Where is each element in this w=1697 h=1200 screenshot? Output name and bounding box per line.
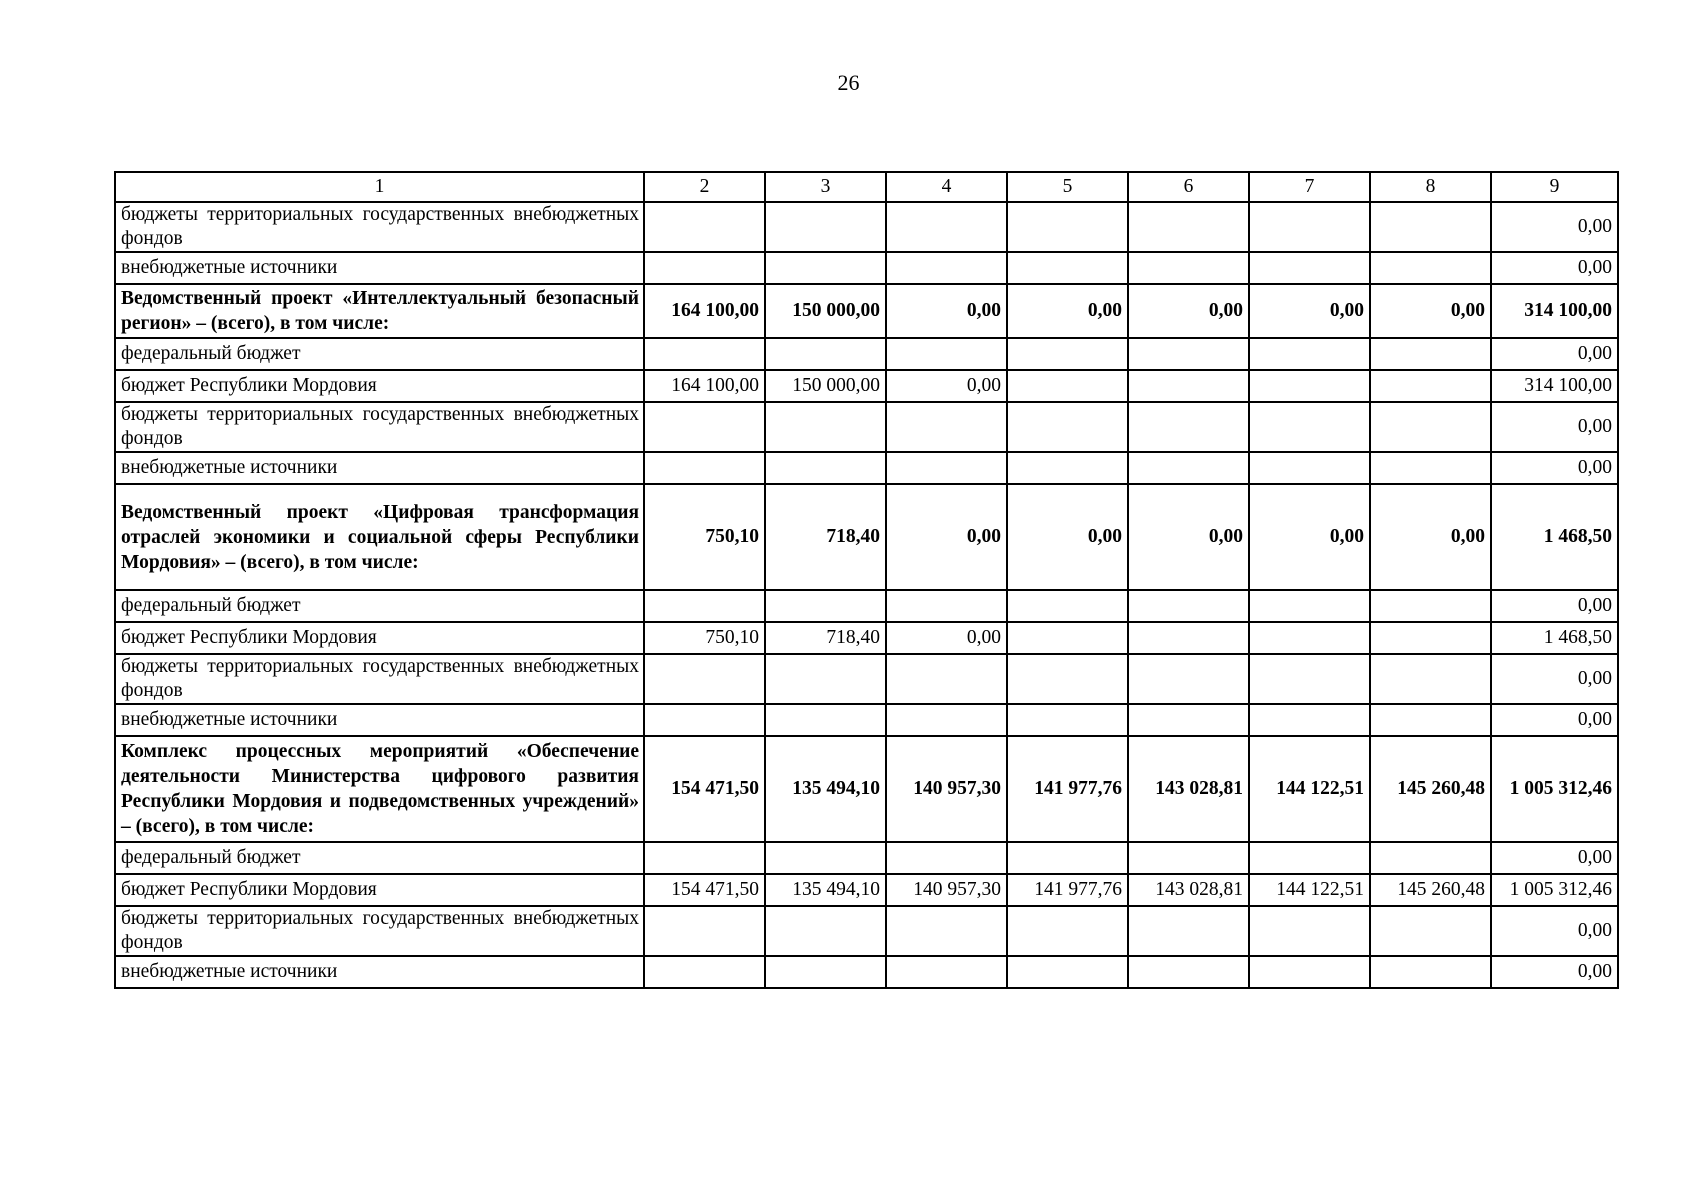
value-cell: [765, 956, 886, 988]
value-cell: [1370, 842, 1491, 874]
value-cell: 143 028,81: [1128, 736, 1249, 842]
value-cell: 0,00: [1491, 452, 1618, 484]
value-cell: [1007, 704, 1128, 736]
value-cell: 150 000,00: [765, 284, 886, 338]
row-label: внебюджетные источники: [115, 956, 644, 988]
value-cell: [644, 590, 765, 622]
value-cell: [886, 338, 1007, 370]
row-label: федеральный бюджет: [115, 842, 644, 874]
table-row: [115, 370, 1618, 402]
value-cell: 0,00: [1128, 484, 1249, 590]
row-label: внебюджетные источники: [115, 252, 644, 284]
value-cell: [1249, 252, 1370, 284]
value-cell: [765, 338, 886, 370]
value-cell: [886, 956, 1007, 988]
value-cell: 1 468,50: [1491, 484, 1618, 590]
value-cell: [1007, 202, 1128, 252]
value-cell: [765, 590, 886, 622]
value-cell: [1249, 402, 1370, 452]
value-cell: 0,00: [1007, 284, 1128, 338]
value-cell: [644, 452, 765, 484]
value-cell: [1370, 590, 1491, 622]
value-cell: 0,00: [1491, 402, 1618, 452]
value-cell: 0,00: [1249, 284, 1370, 338]
value-cell: [1249, 622, 1370, 654]
value-cell: [1128, 202, 1249, 252]
value-cell: 0,00: [1491, 704, 1618, 736]
value-cell: [1370, 338, 1491, 370]
table-row: [115, 338, 1618, 370]
value-cell: [1249, 654, 1370, 704]
row-label: Комплекс процессных мероприятий «Обеспечение деятельности Министерства цифрового развития Республики Мордовия и подведомственных учреждений» – (всего), в том числе:: [115, 736, 644, 842]
value-cell: [1370, 252, 1491, 284]
value-cell: [886, 906, 1007, 956]
value-cell: 1 005 312,46: [1491, 874, 1618, 906]
value-cell: [886, 704, 1007, 736]
value-cell: [1128, 704, 1249, 736]
column-header: 1: [115, 172, 644, 202]
value-cell: [1370, 956, 1491, 988]
row-label: федеральный бюджет: [115, 338, 644, 370]
column-header: 3: [765, 172, 886, 202]
value-cell: 140 957,30: [886, 736, 1007, 842]
value-cell: [644, 338, 765, 370]
value-cell: [1128, 622, 1249, 654]
value-cell: 144 122,51: [1249, 736, 1370, 842]
value-cell: [765, 202, 886, 252]
value-cell: [1128, 402, 1249, 452]
value-cell: 164 100,00: [644, 370, 765, 402]
value-cell: [1249, 452, 1370, 484]
value-cell: 750,10: [644, 484, 765, 590]
row-label: бюджеты территориальных государственных внебюджетных фондов: [115, 654, 644, 704]
value-cell: 0,00: [1491, 654, 1618, 704]
value-cell: 0,00: [1491, 590, 1618, 622]
value-cell: [886, 402, 1007, 452]
value-cell: [1128, 370, 1249, 402]
value-cell: [1249, 590, 1370, 622]
value-cell: [1007, 654, 1128, 704]
value-cell: [1249, 906, 1370, 956]
value-cell: [1128, 338, 1249, 370]
row-label: бюджет Республики Мордовия: [115, 874, 644, 906]
value-cell: [765, 906, 886, 956]
value-cell: 0,00: [1491, 906, 1618, 956]
value-cell: 135 494,10: [765, 736, 886, 842]
table-row: [115, 704, 1618, 736]
row-label: Ведомственный проект «Интеллектуальный безопасный регион» – (всего), в том числе:: [115, 284, 644, 338]
value-cell: 135 494,10: [765, 874, 886, 906]
column-header: 4: [886, 172, 1007, 202]
value-cell: [1007, 590, 1128, 622]
column-number-row: [115, 172, 1618, 202]
value-cell: 143 028,81: [1128, 874, 1249, 906]
value-cell: [1370, 906, 1491, 956]
value-cell: 750,10: [644, 622, 765, 654]
value-cell: [1007, 906, 1128, 956]
table-row: [115, 622, 1618, 654]
value-cell: 164 100,00: [644, 284, 765, 338]
value-cell: [1007, 452, 1128, 484]
column-header: 2: [644, 172, 765, 202]
value-cell: [1370, 654, 1491, 704]
value-cell: [1249, 704, 1370, 736]
value-cell: 314 100,00: [1491, 370, 1618, 402]
value-cell: 0,00: [1249, 484, 1370, 590]
table-row-total: [115, 484, 1618, 590]
value-cell: [765, 654, 886, 704]
value-cell: [644, 906, 765, 956]
value-cell: 1 005 312,46: [1491, 736, 1618, 842]
value-cell: 0,00: [1491, 252, 1618, 284]
row-label: Ведомственный проект «Цифровая трансформация отраслей экономики и социальной сферы Республики Мордовия» – (всего), в том числе:: [115, 484, 644, 590]
value-cell: 0,00: [1491, 338, 1618, 370]
value-cell: 141 977,76: [1007, 874, 1128, 906]
value-cell: [1370, 452, 1491, 484]
value-cell: [1007, 956, 1128, 988]
value-cell: [644, 252, 765, 284]
value-cell: 0,00: [886, 284, 1007, 338]
column-header: 7: [1249, 172, 1370, 202]
value-cell: [1128, 252, 1249, 284]
value-cell: 140 957,30: [886, 874, 1007, 906]
value-cell: 0,00: [886, 484, 1007, 590]
value-cell: 144 122,51: [1249, 874, 1370, 906]
value-cell: [765, 252, 886, 284]
page-number: 26: [837, 70, 860, 95]
value-cell: [1249, 370, 1370, 402]
table-row: [115, 202, 1618, 252]
value-cell: [1249, 202, 1370, 252]
value-cell: [1007, 370, 1128, 402]
value-cell: 0,00: [1491, 956, 1618, 988]
column-header: 8: [1370, 172, 1491, 202]
value-cell: [886, 654, 1007, 704]
value-cell: [644, 202, 765, 252]
table-row: [115, 654, 1618, 704]
value-cell: 0,00: [1007, 484, 1128, 590]
column-header: 5: [1007, 172, 1128, 202]
table-row: [115, 956, 1618, 988]
table-row: [115, 842, 1618, 874]
table-row-total: [115, 736, 1618, 842]
value-cell: 145 260,48: [1370, 736, 1491, 842]
value-cell: 0,00: [1491, 842, 1618, 874]
value-cell: [1007, 622, 1128, 654]
value-cell: 718,40: [765, 484, 886, 590]
value-cell: 141 977,76: [1007, 736, 1128, 842]
table-row: [115, 452, 1618, 484]
value-cell: [1128, 906, 1249, 956]
budget-table: [114, 171, 1619, 989]
value-cell: [1249, 338, 1370, 370]
value-cell: 145 260,48: [1370, 874, 1491, 906]
value-cell: [1128, 590, 1249, 622]
value-cell: 154 471,50: [644, 736, 765, 842]
column-header: 9: [1491, 172, 1618, 202]
row-label: бюджеты территориальных государственных внебюджетных фондов: [115, 906, 644, 956]
value-cell: 0,00: [886, 370, 1007, 402]
value-cell: 718,40: [765, 622, 886, 654]
value-cell: [1370, 370, 1491, 402]
table-row-total: [115, 284, 1618, 338]
table-body: [115, 202, 1618, 988]
row-label: внебюджетные источники: [115, 452, 644, 484]
value-cell: [765, 704, 886, 736]
value-cell: [1370, 704, 1491, 736]
value-cell: 154 471,50: [644, 874, 765, 906]
row-label: бюджет Республики Мордовия: [115, 622, 644, 654]
value-cell: [1007, 252, 1128, 284]
value-cell: [1128, 654, 1249, 704]
row-label: внебюджетные источники: [115, 704, 644, 736]
row-label: бюджеты территориальных государственных внебюджетных фондов: [115, 402, 644, 452]
value-cell: [1249, 956, 1370, 988]
value-cell: [1370, 202, 1491, 252]
value-cell: 0,00: [1128, 284, 1249, 338]
value-cell: [765, 402, 886, 452]
value-cell: 0,00: [886, 622, 1007, 654]
table-row: [115, 906, 1618, 956]
value-cell: 314 100,00: [1491, 284, 1618, 338]
value-cell: [1249, 842, 1370, 874]
row-label: бюджет Республики Мордовия: [115, 370, 644, 402]
value-cell: [1128, 842, 1249, 874]
table-header: [115, 172, 1618, 202]
value-cell: [644, 842, 765, 874]
value-cell: [1128, 452, 1249, 484]
value-cell: [1007, 402, 1128, 452]
value-cell: [644, 956, 765, 988]
value-cell: [1007, 842, 1128, 874]
value-cell: [1370, 402, 1491, 452]
value-cell: [765, 842, 886, 874]
table-row: [115, 252, 1618, 284]
value-cell: [886, 252, 1007, 284]
value-cell: [1128, 956, 1249, 988]
value-cell: 0,00: [1491, 202, 1618, 252]
value-cell: [644, 654, 765, 704]
table-row: [115, 590, 1618, 622]
row-label: бюджеты территориальных государственных внебюджетных фондов: [115, 202, 644, 252]
row-label: федеральный бюджет: [115, 590, 644, 622]
value-cell: 0,00: [1370, 484, 1491, 590]
value-cell: [644, 704, 765, 736]
value-cell: 1 468,50: [1491, 622, 1618, 654]
value-cell: [1007, 338, 1128, 370]
table-row: [115, 402, 1618, 452]
value-cell: [1370, 622, 1491, 654]
value-cell: [886, 842, 1007, 874]
table-row: [115, 874, 1618, 906]
value-cell: [886, 452, 1007, 484]
column-header: 6: [1128, 172, 1249, 202]
value-cell: [886, 202, 1007, 252]
value-cell: [644, 402, 765, 452]
value-cell: [765, 452, 886, 484]
value-cell: 0,00: [1370, 284, 1491, 338]
value-cell: [886, 590, 1007, 622]
value-cell: 150 000,00: [765, 370, 886, 402]
